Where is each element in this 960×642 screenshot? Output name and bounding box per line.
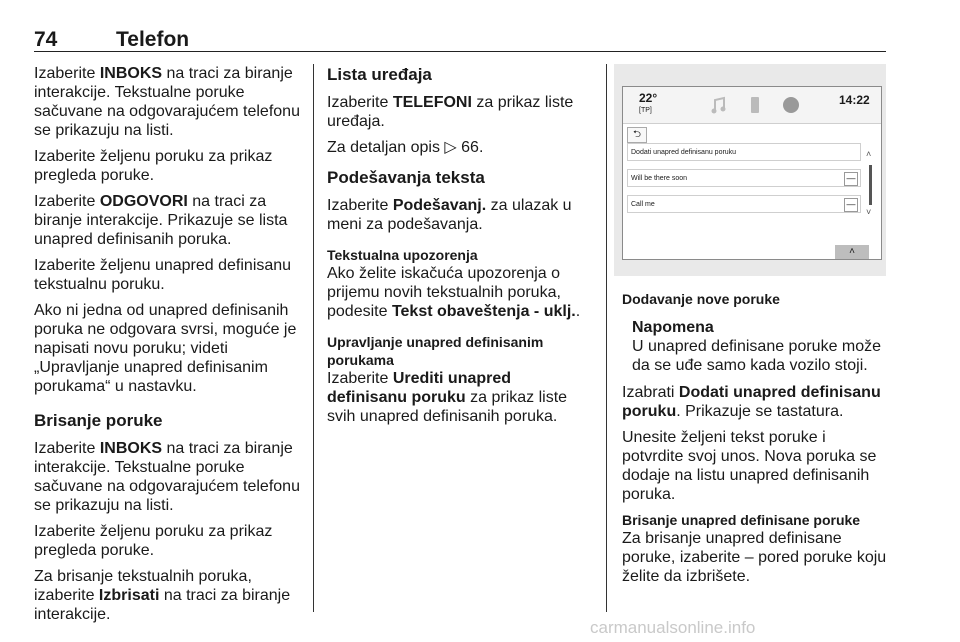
paragraph: Unesite željeni tekst poruke i potvrdite svoj unos. Nova poruka se dodaje na listu unapred definisanih poruka. <box>622 429 877 503</box>
music-icon[interactable] <box>707 93 731 117</box>
paragraph: Izaberite INBOKS na traci za biranje interakcije. Tekstualne poruke sačuvane na odgovarajućem telefonu se prikazuju na listi. <box>34 440 300 514</box>
expand-tab[interactable]: ˄ <box>835 245 869 259</box>
column-2 <box>327 64 592 433</box>
delete-button[interactable]: — <box>844 172 858 186</box>
section-heading-delete: Brisanje poruke <box>34 411 163 430</box>
tp-indicator: [TP] <box>639 107 652 114</box>
section-heading-devices: Lista uređaja <box>327 65 432 84</box>
clock: 14:22 <box>839 93 870 107</box>
scroll-down-icon[interactable]: ˅ <box>866 207 872 217</box>
info-icon[interactable] <box>779 93 803 117</box>
paragraph: Izaberite INBOKS na traci za biranje interakcije. Tekstualne poruke sačuvane na odgovarajućem telefonu se prikazuju na listi. <box>34 65 300 139</box>
paragraph: Izaberite Podešavanj. za ulazak u meni za podešavanja. <box>327 197 572 233</box>
paragraph: Izaberite Urediti unapred definisanu poruku za prikaz liste svih unapred definisanih poruka. <box>327 370 568 425</box>
infotainment-screenshot <box>614 64 886 276</box>
scroll-up-icon[interactable]: ˄ <box>866 149 872 159</box>
scrollbar[interactable] <box>869 165 872 205</box>
list-item[interactable]: Call me — <box>627 195 861 213</box>
note-text: U unapred definisane poruke može da se uđe samo kada vozilo stoji. <box>632 338 882 374</box>
paragraph: Izaberite željenu unapred definisanu tekstualnu poruku. <box>34 257 292 293</box>
watermark: carmanualsonline.info <box>590 618 756 637</box>
list-item[interactable]: Will be there soon — <box>627 169 861 187</box>
subheading-add: Dodavanje nove poruke <box>622 291 780 307</box>
status-bar <box>623 87 881 124</box>
list-item[interactable]: Dodati unapred definisanu poruku <box>627 143 861 161</box>
paragraph: Za brisanje unapred definisane poruke, izaberite – pored poruke koju želite da izbrišete. <box>622 530 887 585</box>
header-rule <box>34 51 886 52</box>
paragraph: Za brisanje tekstualnih poruka, izaberite Izbrisati na traci za biranje interakcije. <box>34 568 291 623</box>
column-divider <box>313 64 314 612</box>
subheading-alerts: Tekstualna upozorenja <box>327 247 478 263</box>
temperature: 22° <box>639 91 658 105</box>
page-ref-icon: ▷ <box>444 139 462 156</box>
column-3 <box>622 290 890 593</box>
chapter-title: Telefon <box>116 28 190 51</box>
display-screen <box>622 86 882 260</box>
phone-icon[interactable] <box>743 93 767 117</box>
subheading-delete-predefined: Brisanje unapred definisane poruke <box>622 512 861 528</box>
column-1 <box>34 64 306 631</box>
subheading-manage: Upravljanje unapred definisanim porukama <box>327 334 544 368</box>
paragraph: Ako ni jedna od unapred definisanih poruka ne odgovara svrsi, moguće je napisati novu poruku; videti „Upravljanje unapred definisanim porukama“ u nastavku. <box>34 302 297 395</box>
paragraph: Izaberite TELEFONI za prikaz liste uređaja. <box>327 94 574 130</box>
page-number: 74 <box>34 28 58 51</box>
column-divider <box>606 64 607 612</box>
note <box>622 318 890 375</box>
back-button[interactable]: ⮌ <box>627 127 647 143</box>
paragraph: Ako želite iskačuća upozorenja o prijemu novih tekstualnih poruka, podesite Tekst obaveštenja - uklj.. <box>327 265 581 320</box>
delete-button[interactable]: — <box>844 198 858 212</box>
paragraph: Izaberite željenu poruku za prikaz pregleda poruke. <box>34 523 273 559</box>
section-heading-settings: Podešavanja teksta <box>327 168 485 187</box>
note-title: Napomena <box>632 319 714 336</box>
paragraph: Izaberite željenu poruku za prikaz pregleda poruke. <box>34 148 273 184</box>
paragraph: Izaberite ODGOVORI na traci za biranje interakcije. Prikazuje se lista unapred definisanih poruka. <box>34 193 288 248</box>
paragraph: Za detaljan opis ▷ 66. <box>327 139 484 156</box>
paragraph: Izabrati Dodati unapred definisanu poruku. Prikazuje se tastatura. <box>622 384 881 420</box>
